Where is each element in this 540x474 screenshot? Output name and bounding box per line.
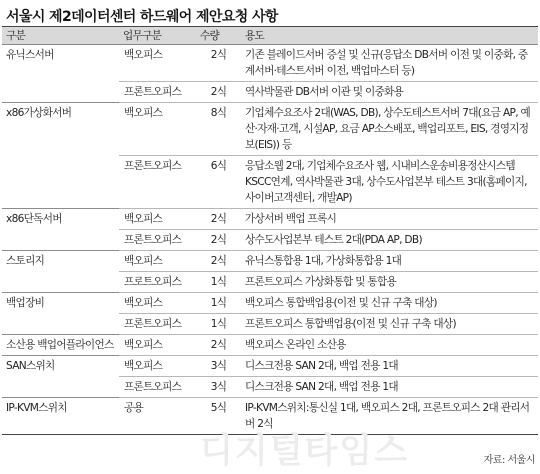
quantity-cell: 2식	[196, 45, 241, 82]
quantity-cell: 2식	[196, 209, 241, 230]
header-quantity: 수량	[196, 27, 241, 45]
quantity-cell: 2식	[196, 230, 241, 251]
quantity-cell: 6식	[196, 156, 241, 209]
quantity-cell: 2식	[196, 82, 241, 103]
division-cell: 프론트오피스	[119, 314, 196, 335]
table-header-row	[2, 27, 538, 45]
quantity-cell: 1식	[196, 293, 241, 314]
quantity-cell: 3식	[196, 377, 241, 398]
use-cell: 프론트오피스 가상화통합 및 통합용	[241, 272, 538, 293]
quantity-cell: 2식	[196, 335, 241, 356]
division-cell: 백오피스	[119, 356, 196, 377]
use-cell: 백오피스 통합백업용(이전 및 신규 구축 대상)	[241, 293, 538, 314]
use-cell: 기업체수요조사 2대(WAS, DB), 상수도테스트서버 7대(요금 AP, 예산·자재·고객, 시설AP, 요금 AP소스배포, 백업리포트, EIS, 경영지정보(EIS)) 등	[241, 103, 538, 156]
use-cell: 유닉스통합용 1대, 가상화통합용 1대	[241, 251, 538, 272]
use-cell: 프론트오피스 통합백업용(이전 및 신규 구축 대상)	[241, 314, 538, 335]
header-category: 구분	[2, 27, 119, 45]
division-cell: 백오피스	[119, 335, 196, 356]
quantity-cell: 2식	[196, 251, 241, 272]
hardware-request-table	[2, 26, 538, 435]
category-cell: IP-KVM스위치	[2, 398, 119, 435]
table-row	[2, 293, 538, 314]
table-title: 서울시 제2데이터센터 하드웨어 제안요청 사항	[6, 9, 278, 25]
header-division: 업무구분	[119, 27, 196, 45]
category-cell: x86가상화서버	[2, 103, 119, 209]
use-cell: 상수도사업본부 테스트 2대(PDA AP, DB)	[241, 230, 538, 251]
table-row	[2, 398, 538, 435]
category-cell: 소산용 백업어플라이언스	[2, 335, 119, 356]
use-cell: 디스크전용 SAN 2대, 백업 전용 1대	[241, 377, 538, 398]
division-cell: 백오피스	[119, 45, 196, 82]
division-cell: 프론트오피스	[119, 377, 196, 398]
category-cell: SAN스위치	[2, 356, 119, 398]
category-cell: 유닉스서버	[2, 45, 119, 103]
division-cell: 백오피스	[119, 251, 196, 272]
use-cell: 가상서버 백업 프록시	[241, 209, 538, 230]
publisher-watermark: 디지털타임스	[200, 431, 410, 471]
use-cell: IP-KVM스위치:통신실 1대, 백오피스 2대, 프론트오피스 2대 관리서버 2식	[241, 398, 538, 435]
quantity-cell: 8식	[196, 103, 241, 156]
division-cell: 백오피스	[119, 103, 196, 156]
use-cell: 백오피스 온라인 소산용	[241, 335, 538, 356]
division-cell: 공용	[119, 398, 196, 435]
quantity-cell: 1식	[196, 314, 241, 335]
quantity-cell: 1식	[196, 272, 241, 293]
table-row	[2, 209, 538, 230]
division-cell: 프론트오피스	[119, 230, 196, 251]
category-cell: 백업장비	[2, 293, 119, 335]
use-cell: 응답소웹 2대, 기업체수요조사 웹, 시내비스운송비용정산시스템 KSCC연계, 역사박물관 3대, 상수도사업본부 테스트 3대(홈페이지, 사이버고객센터, 개발AP)	[241, 156, 538, 209]
source-note: 자료: 서울시	[483, 455, 535, 466]
use-cell: 기존 블레이드서버 증설 및 신규(응답소 DB서버 이전 및 이중화, 중계서버·테스트서버 이전, 백업마스터 등)	[241, 45, 538, 82]
table-row	[2, 356, 538, 377]
division-cell: 백오피스	[119, 209, 196, 230]
use-cell: 역사박물관 DB서버 이관 및 이중화용	[241, 82, 538, 103]
division-cell: 프론트오피스	[119, 156, 196, 209]
division-cell: 프론트오피스	[119, 82, 196, 103]
quantity-cell: 5식	[196, 398, 241, 435]
table-row	[2, 335, 538, 356]
quantity-cell: 3식	[196, 356, 241, 377]
table-row	[2, 45, 538, 82]
category-cell: x86단독서버	[2, 209, 119, 251]
table-row	[2, 103, 538, 156]
table-row	[2, 251, 538, 272]
use-cell: 디스크전용 SAN 2대, 백업 전용 1대	[241, 356, 538, 377]
header-use: 용도	[241, 27, 538, 45]
category-cell: 스토리지	[2, 251, 119, 293]
division-cell: 백오피스	[119, 293, 196, 314]
division-cell: 프로트오피스	[119, 272, 196, 293]
